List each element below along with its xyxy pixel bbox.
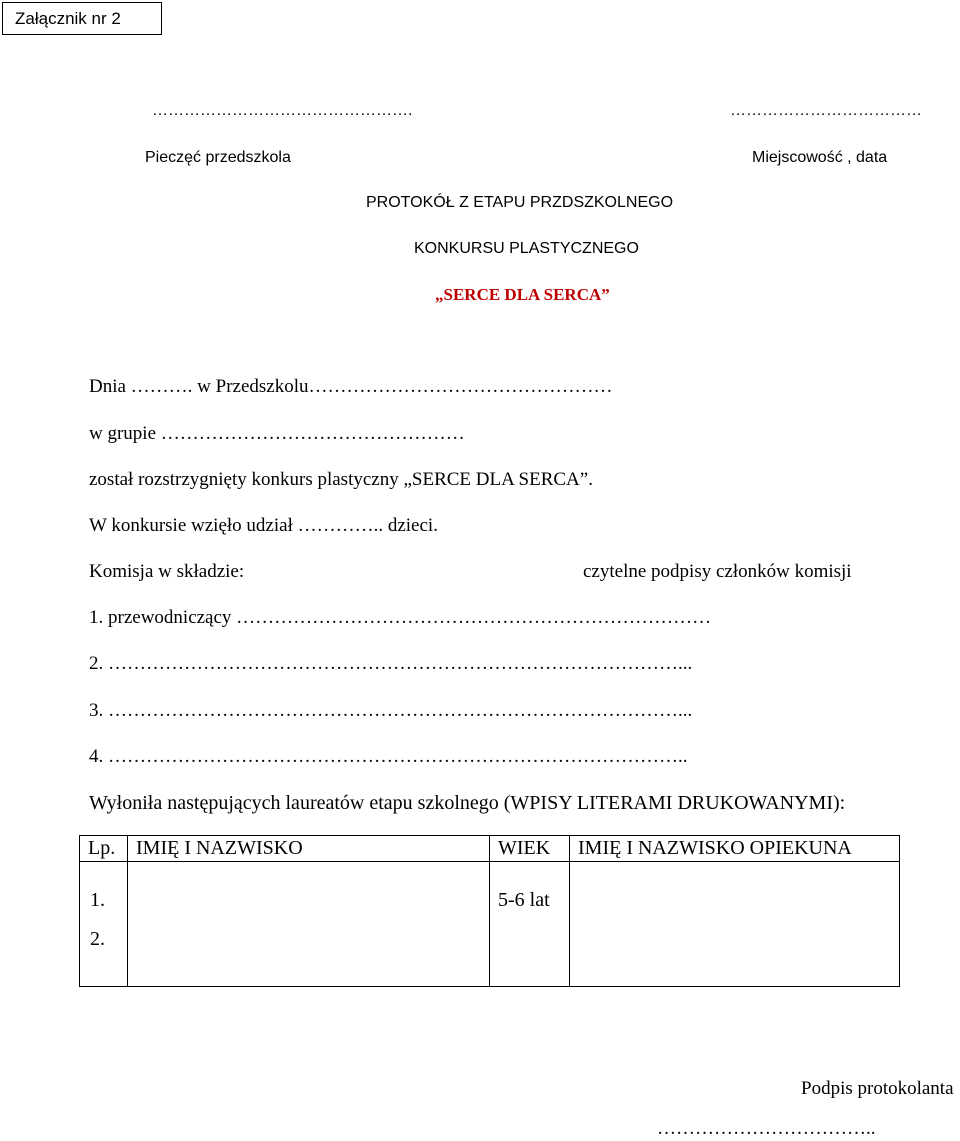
- header-lp: Lp.: [80, 836, 128, 862]
- signature-dotted-line: ……………………………..: [657, 1118, 876, 1139]
- committee-member-1: 1. przewodniczący …………………………………………………………………: [89, 607, 712, 628]
- name-cell: [128, 862, 490, 987]
- stamp-dotted-line: ………………………………………….: [152, 102, 413, 119]
- lp-cell: [80, 862, 128, 987]
- committee-label: Komisja w składzie:: [89, 561, 245, 582]
- row-number-1: 1.: [90, 889, 105, 911]
- header-age: WIEK: [490, 836, 570, 862]
- laureates-intro: Wyłoniła następujących laureatów etapu szkolnego (WPISY LITERAMI DRUKOWANYMI):: [89, 792, 846, 814]
- signature-label: Podpis protokolanta: [801, 1078, 954, 1099]
- committee-member-4: 4. ………………………………………………………………………………..: [89, 746, 688, 767]
- resolved-line: został rozstrzygnięty konkurs plastyczny „SERCE DLA SERCA”.: [89, 469, 593, 490]
- title-line-2: KONKURSU PLASTYCZNEGO: [414, 240, 639, 257]
- age-value: 5-6 lat: [498, 889, 550, 911]
- day-line: Dnia ………. w Przedszkolu…………………………………………: [89, 376, 613, 397]
- group-line: w grupie …………………………………………: [89, 423, 465, 444]
- stamp-label: Pieczęć przedszkola: [145, 149, 291, 166]
- committee-member-2: 2. ………………………………………………………………………………...: [89, 653, 693, 674]
- table-header-row: [80, 836, 900, 862]
- place-date-label: Miejscowość , data: [752, 149, 888, 166]
- place-date-dotted-line: ………………………………: [730, 102, 922, 119]
- age-cell: [490, 862, 570, 987]
- committee-member-3: 3. ………………………………………………………………………………...: [89, 700, 693, 721]
- table-row: [80, 862, 900, 987]
- participants-line: W konkursie wzięło udział ………….. dzieci.: [89, 515, 438, 536]
- title-line-3: „SERCE DLA SERCA”: [435, 285, 610, 304]
- guardian-cell: [570, 862, 900, 987]
- header-guardian: IMIĘ I NAZWISKO OPIEKUNA: [570, 836, 900, 862]
- header-name: IMIĘ I NAZWISKO: [128, 836, 490, 862]
- attachment-label: Załącznik nr 2: [2, 2, 162, 35]
- signatures-label: czytelne podpisy członków komisji: [583, 561, 852, 582]
- title-line-1: PROTOKÓŁ Z ETAPU PRZDSZKOLNEGO: [366, 194, 674, 211]
- laureates-table: [79, 835, 900, 987]
- row-number-2: 2.: [90, 928, 105, 950]
